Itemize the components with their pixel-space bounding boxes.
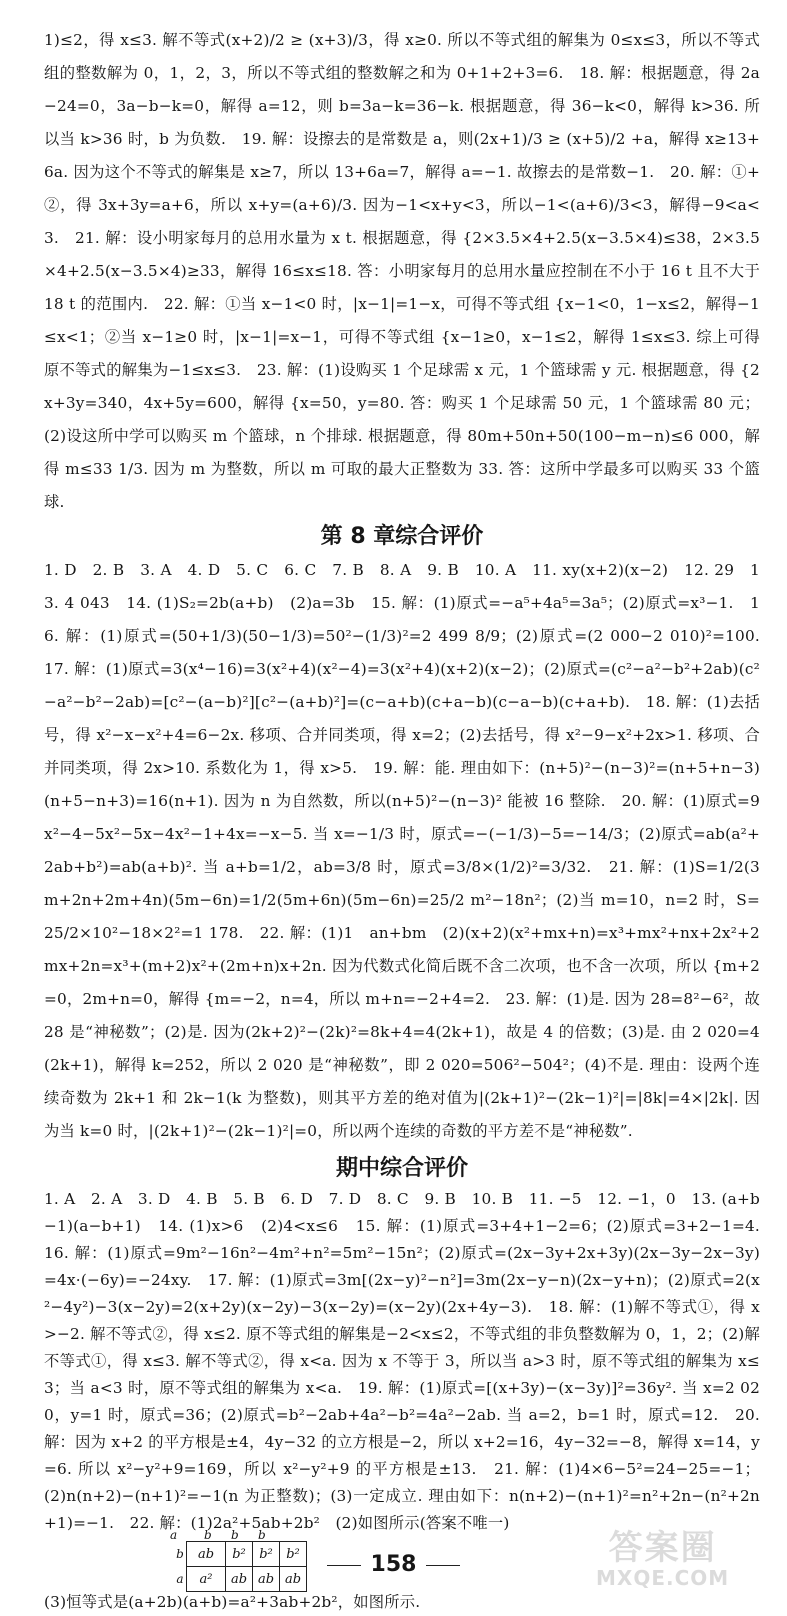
midterm-title: 期中综合评价 — [335, 1156, 468, 1181]
figure-bottom-label: b — [258, 1528, 266, 1542]
page-number-left-dash — [327, 1565, 361, 1566]
watermark-logo — [596, 1530, 729, 1590]
chapter8-answers: 1. D 2. B 3. A 4. D 5. C 6. C 7. B 8. A 9. B 10. A 11. xy(x+2)(x−2) 12. 29 13. 4 043 14. (1)S₂=2b(a+b) (2)a=3b 15. 解：(1)原式=−a⁵+4a⁵=3a⁵；(2)原式=x³−1. 16. 解：(1)原式=(50+1/3)(50−1/3)=50²−(1/3)²=2 499 8/9；(2)原式=(2 000−2 010)²=100. 17. 解：(1)原式=3(x⁴−16)=3(x²+4)(x²−4)=3(x²+4)(x+2)(x−2)；(2)原式=(c²−a²−b²+2ab)(c²−a²−b²−2ab)=[c²−(a−b)²][c²−(a+b)²]=(c−a+b)(c+a−b)(c−a−b)(c+a+b). 18. 解：(1)去括号，得 x²−x−x²+4=6−2x. 移项、合并同类项，得 x=2；(2)去括号，得 x²−9−x²+2x>1. 移项、合并同类项，得 2x>10. 系数化为 1，得 x>5. 19. 解：能. 理由如下：(n+5)²−(n−3)²=(n+5+n−3)(n+5−n+3)=16(n+1). 因为 n 为自然数，所以(n+5)²−(n−3)² 能被 16 整除. 20. 解：(1)原式=9x²−4−5x²−5x−4x²−1+4x=−x−5. 当 x=−1/3 时，原式=−(−1/3)−5=−14/3；(2)原式=ab(a²+2ab+b²)=ab(a+b)². 当 a+b=1/2，ab=3/8 时，原式=3/8×(1/2)²=3/32. 21. 解：(1)S=1/2(3m+2n+2m+4n)(5m−6n)=1/2(5m+6n)(5m−6n)=25/2 m²−18n²；(2)当 m=10，n=2 时，S=25/2×10²−18×2²=1 178. 22. 解：(1)1 an+bm (2)(x+2)(x²+mx+n)=x³+mx²+nx+2x²+2mx+2n=x³+(m+2)x²+(2m+n)x+2n. 因为代数式化简后既不含二次项，也不含一次项，所以 {m+2=0，2m+n=0，解得 {m=−2，n=4，所以 m+n=−2+4=2. 23. 解：(1)是. 因为 28=8²−6²，故 28 是“神秘数”；(2)是. 因为(2k+2)²−(2k)²=8k+4=4(2k+1)，故是 4 的倍数；(3)是. 由 2 020=4(2k+1)，解得 k=252，所以 2 020 是“神秘数”，即 2 020=506²−504²；(4)不是. 理由：设两个连续奇数为 2k+1 和 2k−1(k 为整数)，则其平方差的绝对值为|(2k+1)²−(2k−1)²|=|8k|=4×|2k|. 因为当 k=0 时，|(2k+1)²−(2k−1)²|=0，所以两个连续的奇数的平方差不是“神秘数”. — [44, 561, 776, 1140]
figure-cell: b² — [253, 1542, 280, 1567]
figure-bottom-label: b — [231, 1528, 239, 1542]
watermark-text: 答案圈 — [608, 1528, 717, 1568]
page-number-right-dash — [426, 1565, 460, 1566]
watermark-domain: MXQE.COM — [596, 1566, 730, 1590]
figure-left-label: b — [176, 1547, 184, 1561]
figure-cell: a² — [187, 1567, 226, 1592]
page-number-value: 158 — [370, 1552, 417, 1577]
figure-cell: ab — [253, 1567, 280, 1592]
answer-page — [44, 24, 776, 1616]
figure-bottom-label: b — [204, 1528, 212, 1542]
figure-cell: ab — [187, 1542, 226, 1567]
figure-cell: b² — [226, 1542, 253, 1567]
chapter7-answers-continued: 1)≤2，得 x≤3. 解不等式(x+2)/2 ≥ (x+3)/3，得 x≥0. 所以不等式组的解集为 0≤x≤3，所以不等式组的整数解为 0，1，2，3，所以不等式组的整数解之和为 0+1+2+3=6. 18. 解：根据题意，得 2a−24=0，3a−b−k=0，解得 a=12，则 b=3a−k=36−k. 根据题意，得 36−k<0，解得 k>36. 所以当 k>36 时，b 为负数. 19. 解：设擦去的是常数是 a，则(2x+1)/3 ≥ (x+5)/2 +a，解得 x≥13+6a. 因为这个不等式的解集是 x≥7，所以 13+6a=7，解得 a=−1. 故擦去的是常数−1. 20. 解：①+②，得 3x+3y=a+6，所以 x+y=(a+6)/3. 因为−1<x+y<3，所以−1<(a+6)/3<3，解得−9<a<3. 21. 解：设小明家每月的总用水量为 x t. 根据题意，得 {2×3.5×4+2.5(x−3.5×4)≤38，2×3.5×4+2.5(x−3.5×4)≥33，解得 16≤x≤18. 答：小明家每月的总用水量应控制在不小于 16 t 且不大于 18 t 的范围内. 22. 解：①当 x−1<0 时，|x−1|=1−x，可得不等式组 {x−1<0，1−x≤2，解得−1≤x<1；②当 x−1≥0 时，|x−1|=x−1，可得不等式组 {x−1≥0，x−1≤2，解得 1≤x≤3. 综上可得原不等式的解集为−1≤x≤3. 23. 解：(1)设购买 1 个足球需 x 元，1 个篮球需 y 元. 根据题意，得 {2x+3y=340，4x+5y=600，解得 {x=50，y=80. 答：购买 1 个足球需 50 元，1 个篮球需 80 元；(2)设这所中学可以购买 m 个篮球，n 个排球. 根据题意，得 80m+50n+50(100−m−n)≤6 000，解得 m≤33 1/3. 因为 m 为整数，所以 m 可取的最大正整数为 33. 答：这所中学最多可以购买 33 个篮球. — [44, 31, 760, 511]
figure-bottom-label: a — [170, 1528, 178, 1542]
midterm-answers: 1. A 2. A 3. D 4. B 5. B 6. D 7. D 8. C 9. B 10. B 11. −5 12. −1，0 13. (a+b−1)(a−b+1) 14. (1)x>6 (2)4<x≤6 15. 解：(1)原式=3+4+1−2=6；(2)原式=3+2−1=4. 16. 解：(1)原式=9m²−16n²−4m²+n²=5m²−15n²；(2)原式=(2x−3y+2x+3y)(2x−3y−2x−3y)=4x·(−6y)=−24xy. 17. 解：(1)原式=3m[(2x−y)²−n²]=3m(2x−y−n)(2x−y+n)；(2)原式=2(x²−4y²)−3(x−2y)=2(x+2y)(x−2y)−3(x−2y)=(x−2y)(2x+4y−3). 18. 解：(1)解不等式①，得 x>−2. 解不等式②，得 x≤2. 原不等式组的解集是−2<x≤2，不等式组的非负整数解为 0，1，2；(2)解不等式①，得 x≤3. 解不等式②，得 x<a. 因为 x 不等于 3，所以当 a>3 时，原不等式组的解集为 x≤3；当 a<3 时，原不等式组的解集为 x<a. 19. 解：(1)原式=[(x+3y)−(x−3y)]²=36y². 当 x=2 020，y=1 时，原式=36；(2)原式=b²−2ab+4a²−b²=4a²−2ab. 当 a=2，b=1 时，原式=12. 20. 解：因为 x+2 的平方根是±4，4y−32 的立方根是−2，所以 x+2=16，4y−32=−8，解得 x=14，y=6. 所以 x²−y²+9=169，所以 x²−y²+9 的平方根是±13. 21. 解：(1)4×6−5²=24−25=−1；(2)n(n+2)−(n+1)²=−1(n 为正整数)；(3)一定成立. 理由如下：n(n+2)−(n+1)²=n²+2n−(n²+2n+1)=−1. 22. 解：(1)2a²+5ab+2b² (2)如图所示(答案不唯一) — [44, 1190, 776, 1532]
figure-left-label: a — [176, 1572, 184, 1586]
figure-cell: ab — [226, 1567, 253, 1592]
figure-cell: b² — [280, 1542, 307, 1567]
midterm-answers-tail: (3)恒等式是(a+2b)(a+b)=a²+3ab+2b²，如图所示. — [44, 1593, 421, 1611]
figure-cell: ab — [280, 1567, 307, 1592]
chapter8-title: 第 8 章综合评价 — [320, 524, 484, 549]
